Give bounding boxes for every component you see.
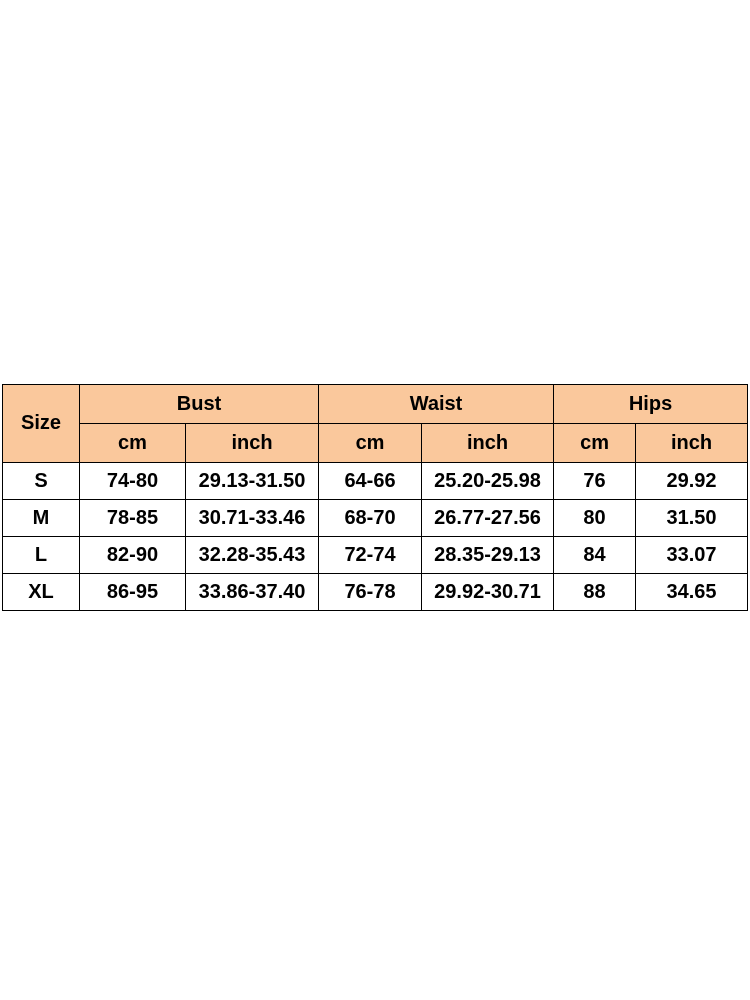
table-row bbox=[3, 537, 748, 574]
hips-cm-cell: 76 bbox=[554, 463, 636, 500]
hips-inch-header: inch bbox=[636, 424, 748, 463]
size-chart-table bbox=[2, 384, 748, 611]
waist-cm-cell: 68-70 bbox=[319, 500, 422, 537]
bust-cm-cell: 82-90 bbox=[80, 537, 186, 574]
hips-cm-cell: 84 bbox=[554, 537, 636, 574]
hips-inch-cell: 31.50 bbox=[636, 500, 748, 537]
bust-cm-cell: 86-95 bbox=[80, 574, 186, 611]
size-cell: S bbox=[3, 463, 80, 500]
waist-cm-cell: 76-78 bbox=[319, 574, 422, 611]
table-row bbox=[3, 574, 748, 611]
bust-inch-cell: 30.71-33.46 bbox=[186, 500, 319, 537]
waist-cm-cell: 64-66 bbox=[319, 463, 422, 500]
waist-inch-cell: 29.92-30.71 bbox=[422, 574, 554, 611]
size-cell: M bbox=[3, 500, 80, 537]
hips-header: Hips bbox=[554, 385, 748, 424]
header-row-groups bbox=[3, 385, 748, 424]
hips-cm-header: cm bbox=[554, 424, 636, 463]
hips-inch-cell: 33.07 bbox=[636, 537, 748, 574]
bust-inch-cell: 29.13-31.50 bbox=[186, 463, 319, 500]
waist-inch-cell: 26.77-27.56 bbox=[422, 500, 554, 537]
size-cell: L bbox=[3, 537, 80, 574]
waist-inch-cell: 25.20-25.98 bbox=[422, 463, 554, 500]
size-header: Size bbox=[3, 385, 80, 463]
waist-inch-header: inch bbox=[422, 424, 554, 463]
hips-inch-cell: 29.92 bbox=[636, 463, 748, 500]
header-row-units bbox=[3, 424, 748, 463]
waist-cm-cell: 72-74 bbox=[319, 537, 422, 574]
waist-header: Waist bbox=[319, 385, 554, 424]
hips-cm-cell: 80 bbox=[554, 500, 636, 537]
bust-header: Bust bbox=[80, 385, 319, 424]
bust-cm-header: cm bbox=[80, 424, 186, 463]
bust-inch-header: inch bbox=[186, 424, 319, 463]
hips-inch-cell: 34.65 bbox=[636, 574, 748, 611]
size-cell: XL bbox=[3, 574, 80, 611]
bust-inch-cell: 33.86-37.40 bbox=[186, 574, 319, 611]
table-row bbox=[3, 500, 748, 537]
table-row bbox=[3, 463, 748, 500]
bust-cm-cell: 74-80 bbox=[80, 463, 186, 500]
bust-inch-cell: 32.28-35.43 bbox=[186, 537, 319, 574]
waist-inch-cell: 28.35-29.13 bbox=[422, 537, 554, 574]
hips-cm-cell: 88 bbox=[554, 574, 636, 611]
bust-cm-cell: 78-85 bbox=[80, 500, 186, 537]
waist-cm-header: cm bbox=[319, 424, 422, 463]
